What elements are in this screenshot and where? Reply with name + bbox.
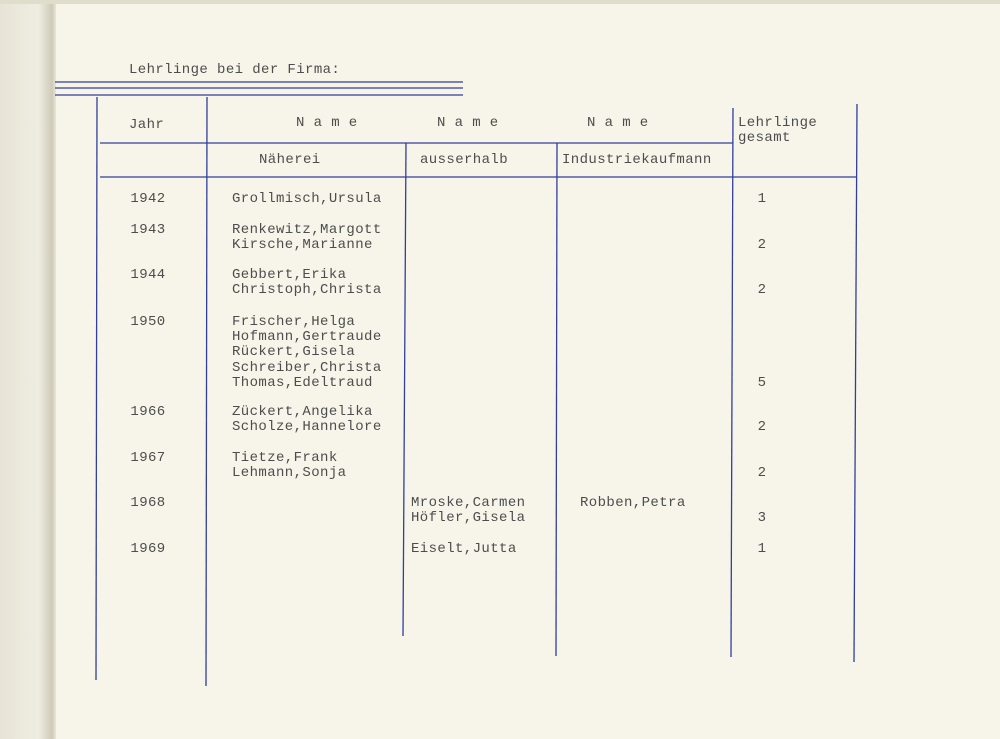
header-gesamt-line1: Lehrlinge: [738, 115, 818, 131]
row-year: 1942: [130, 191, 166, 207]
row-year: 1969: [130, 541, 166, 557]
name-naeherei: Frischer,Helga: [232, 314, 356, 330]
subheader-ausserhalb: ausserhalb: [420, 152, 509, 168]
row-year: 1967: [130, 450, 166, 466]
row-year: 1944: [130, 267, 166, 283]
row-count-gesamt: 3: [757, 510, 767, 527]
row-count-gesamt: 2: [757, 282, 767, 299]
name-naeherei: Christoph,Christa: [232, 282, 382, 299]
row-count-gesamt: 2: [757, 237, 767, 254]
header-name-1: N a m e: [296, 115, 358, 131]
name-naeherei: Schreiber,Christa: [232, 359, 382, 376]
row-count-gesamt: 5: [757, 374, 767, 391]
name-naeherei: Zückert,Angelika: [232, 404, 373, 420]
row-year: 1966: [130, 404, 166, 420]
name-naeherei: Kirsche,Marianne: [232, 237, 373, 254]
header-gesamt-line2: gesamt: [738, 130, 791, 146]
row-count-gesamt: 2: [757, 465, 767, 482]
row-year: 1950: [130, 314, 166, 330]
row-year: 1968: [130, 495, 166, 511]
row-count-gesamt: 1: [757, 541, 767, 557]
name-naeherei: Lehmann,Sonja: [232, 465, 347, 482]
header-name-3: N a m e: [587, 115, 649, 131]
row-year: 1943: [130, 222, 166, 238]
name-naeherei: Hofmann,Gertraude: [232, 329, 382, 346]
vline-right: [854, 104, 857, 662]
subheader-naeherei: Näherei: [259, 152, 321, 168]
vline-left: [96, 97, 97, 680]
header-jahr: Jahr: [129, 117, 165, 133]
name-ausserhalb: Höfler,Gisela: [411, 510, 526, 527]
document-heading: Lehrlinge bei der Firma:: [129, 62, 341, 78]
name-naeherei: Thomas,Edeltraud: [232, 374, 373, 391]
name-naeherei: Renkewitz,Margott: [232, 222, 382, 238]
row-count-gesamt: 2: [757, 419, 767, 436]
name-naeherei: Grollmisch,Ursula: [232, 191, 382, 207]
row-count-gesamt: 1: [757, 191, 767, 207]
name-naeherei: Tietze,Frank: [232, 450, 338, 466]
name-industriekaufmann: Robben,Petra: [580, 495, 686, 511]
name-naeherei: Gebbert,Erika: [232, 267, 347, 283]
vline-naeherei: [403, 143, 406, 636]
subheader-industriekaufmann: Industriekaufmann: [562, 152, 712, 168]
name-naeherei: Rückert,Gisela: [232, 344, 356, 361]
name-ausserhalb: Mroske,Carmen: [411, 495, 526, 511]
vline-ausserhalb: [556, 143, 557, 656]
name-naeherei: Scholze,Hannelore: [232, 419, 382, 436]
name-ausserhalb: Eiselt,Jutta: [411, 541, 517, 557]
header-name-2: N a m e: [437, 115, 499, 131]
vline-jahr: [206, 97, 207, 686]
